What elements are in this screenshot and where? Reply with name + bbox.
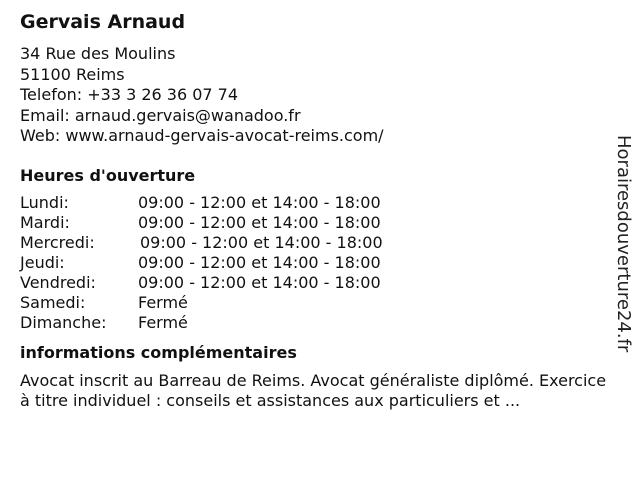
address-line: 34 Rue des Moulins <box>20 44 176 63</box>
hours-title: Heures d'ouverture <box>20 165 196 185</box>
hours-row-thursday <box>20 253 610 273</box>
email-line: Email: arnaud.gervais@wanadoo.fr <box>20 105 301 125</box>
day-label: Mardi: <box>20 212 70 232</box>
day-label: Samedi: <box>20 292 86 312</box>
day-hours: 09:00 - 12:00 et 14:00 - 18:00 <box>140 232 383 252</box>
hours-row-sunday <box>20 313 610 333</box>
hours-row-monday <box>20 193 610 213</box>
listing-card <box>20 10 610 412</box>
listing-name: Gervais Arnaud <box>20 11 186 33</box>
hours-table <box>20 193 610 333</box>
day-hours: Fermé <box>138 312 188 332</box>
hours-row-saturday <box>20 293 610 313</box>
day-hours: Fermé <box>138 292 188 312</box>
day-label: Vendredi: <box>20 272 96 292</box>
info-title: informations complémentaires <box>20 342 297 362</box>
day-hours: 09:00 - 12:00 et 14:00 - 18:00 <box>138 252 381 272</box>
day-label: Mercredi: <box>20 232 95 252</box>
hours-row-tuesday <box>20 213 610 233</box>
site-watermark: Horairesdouverture24.fr <box>613 135 634 353</box>
day-hours: 09:00 - 12:00 et 14:00 - 18:00 <box>138 272 381 292</box>
phone-line: Telefon: +33 3 26 36 07 74 <box>20 85 239 104</box>
day-label: Dimanche: <box>20 312 107 332</box>
hours-row-friday <box>20 273 610 293</box>
contact-block <box>20 44 610 147</box>
day-hours: 09:00 - 12:00 et 14:00 - 18:00 <box>138 192 381 212</box>
web-line: Web: www.arnaud-gervais-avocat-reims.com/ <box>20 126 384 145</box>
city-line: 51100 Reims <box>20 64 125 84</box>
day-label: Lundi: <box>20 192 69 212</box>
day-hours: 09:00 - 12:00 et 14:00 - 18:00 <box>138 212 381 232</box>
hours-row-wednesday <box>20 233 610 253</box>
info-text: Avocat inscrit au Barreau de Reims. Avocat généraliste diplômé. Exercice à titre individuel : conseils et assistances aux particuliers et ... <box>20 370 607 410</box>
day-label: Jeudi: <box>20 252 65 272</box>
